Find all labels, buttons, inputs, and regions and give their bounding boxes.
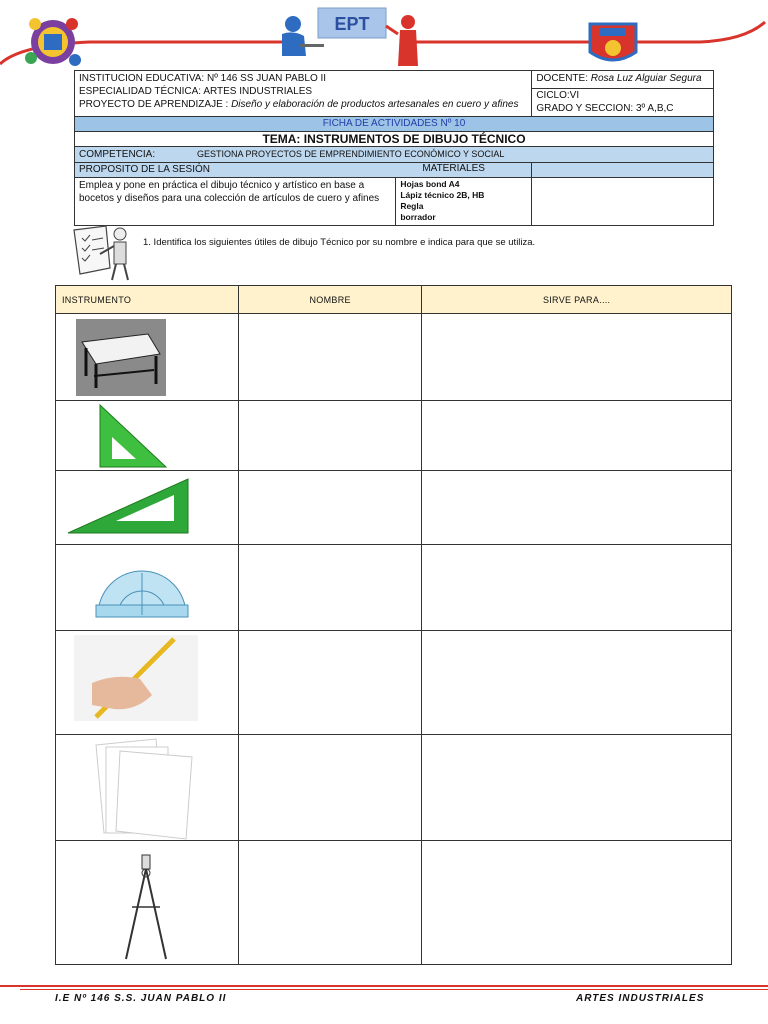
ciclo-value: VI bbox=[569, 90, 580, 101]
header-sirve-para: SIRVE PARA.... bbox=[422, 286, 732, 314]
instrument-cell bbox=[56, 471, 239, 545]
page-header bbox=[0, 0, 768, 70]
sirve-para-answer-cell[interactable] bbox=[422, 471, 732, 545]
material-item: Hojas bond A4 bbox=[400, 179, 460, 189]
sirve-para-answer-cell[interactable] bbox=[422, 631, 732, 735]
table-row bbox=[56, 735, 732, 841]
sirve-para-answer-cell[interactable] bbox=[422, 401, 732, 471]
sirve-para-answer-cell[interactable] bbox=[422, 735, 732, 841]
nombre-answer-cell[interactable] bbox=[239, 841, 422, 965]
ficha-title: FICHA DE ACTIVIDADES Nº 10 bbox=[75, 117, 714, 132]
nombre-answer-cell[interactable] bbox=[239, 735, 422, 841]
instrument-cell bbox=[56, 631, 239, 735]
paper-sheets-icon bbox=[56, 735, 238, 840]
proyecto-label: PROYECTO DE APRENDIZAJE : bbox=[79, 99, 229, 110]
instruction-text: 1. Identifica los siguientes útiles de dibujo Técnico por su nombre e indica para que se utiliza. bbox=[143, 237, 536, 248]
instrument-cell bbox=[56, 401, 239, 471]
sirve-para-answer-cell[interactable] bbox=[422, 545, 732, 631]
material-item: borrador bbox=[400, 212, 436, 222]
school-crest bbox=[590, 24, 636, 60]
table-row bbox=[56, 471, 732, 545]
competencia-label: COMPETENCIA: bbox=[79, 149, 156, 160]
ciclo-label: CICLO: bbox=[536, 90, 570, 101]
sirve-para-answer-cell[interactable] bbox=[422, 841, 732, 965]
ept-gear-logo bbox=[25, 18, 81, 66]
footer-divider bbox=[0, 985, 768, 987]
table-row bbox=[56, 401, 732, 471]
compass-icon bbox=[56, 841, 238, 964]
footer-specialty: ARTES INDUSTRIALES bbox=[576, 993, 705, 1004]
tema-title: TEMA: INSTRUMENTOS DE DIBUJO TÉCNICO bbox=[75, 132, 714, 147]
header-nombre: NOMBRE bbox=[239, 286, 422, 314]
proposito-text: Emplea y pone en práctica el dibujo técnico y artístico en base a bocetos y diseños para una colección de artículos de cuero y afines bbox=[79, 180, 380, 204]
grado-label: GRADO Y SECCION: bbox=[536, 103, 634, 114]
info-table bbox=[74, 70, 714, 226]
table-row bbox=[56, 631, 732, 735]
set-square-30-60-icon bbox=[56, 471, 238, 544]
table-header-row bbox=[56, 286, 732, 314]
materiales-list bbox=[400, 179, 484, 223]
grado-value: 3º A,B,C bbox=[635, 103, 674, 114]
checklist-writer-icon bbox=[70, 224, 132, 287]
material-item: Regla bbox=[400, 201, 424, 211]
protractor-icon bbox=[56, 545, 238, 630]
footer-divider bbox=[20, 989, 768, 990]
proposito-label: PROPOSITO DE LA SESIÓN bbox=[75, 163, 532, 178]
docente-value: Rosa Luz Alguiar Segura bbox=[590, 73, 702, 84]
nombre-answer-cell[interactable] bbox=[239, 545, 422, 631]
especialidad-label: ESPECIALIDAD TÉCNICA: bbox=[79, 86, 202, 97]
proyecto-value: Diseño y elaboración de productos artesanales en cuero y afines bbox=[231, 99, 519, 110]
institucion-value: Nº 146 SS JUAN PABLO II bbox=[206, 73, 327, 84]
instrument-cell bbox=[56, 841, 239, 965]
instrument-cell bbox=[56, 314, 239, 401]
nombre-answer-cell[interactable] bbox=[239, 471, 422, 545]
header-instrumento: INSTRUMENTO bbox=[56, 286, 239, 314]
docente-label: DOCENTE: bbox=[536, 73, 588, 84]
instrument-cell bbox=[56, 735, 239, 841]
set-square-45-icon bbox=[56, 401, 238, 470]
banner-text: EPT bbox=[334, 14, 370, 34]
footer-school: I.E Nº 146 S.S. JUAN PABLO II bbox=[55, 993, 227, 1004]
institucion-label: INSTITUCION EDUCATIVA: bbox=[79, 73, 205, 84]
drawing-table-icon bbox=[56, 314, 238, 400]
table-row bbox=[56, 314, 732, 401]
competencia-value: GESTIONA PROYECTOS DE EMPRENDIMIENTO ECONÓMICO Y SOCIAL bbox=[197, 149, 505, 159]
nombre-answer-cell[interactable] bbox=[239, 631, 422, 735]
materiales-label: MATERIALES bbox=[422, 163, 485, 174]
table-row bbox=[56, 545, 732, 631]
especialidad-value: ARTES INDUSTRIALES bbox=[203, 86, 313, 97]
nombre-answer-cell[interactable] bbox=[239, 314, 422, 401]
instrument-cell bbox=[56, 545, 239, 631]
instruments-table bbox=[55, 285, 732, 965]
pencil-hand-icon bbox=[56, 631, 238, 734]
material-item: Lápiz técnico 2B, HB bbox=[400, 190, 485, 200]
nombre-answer-cell[interactable] bbox=[239, 401, 422, 471]
sirve-para-answer-cell[interactable] bbox=[422, 314, 732, 401]
table-row bbox=[56, 841, 732, 965]
